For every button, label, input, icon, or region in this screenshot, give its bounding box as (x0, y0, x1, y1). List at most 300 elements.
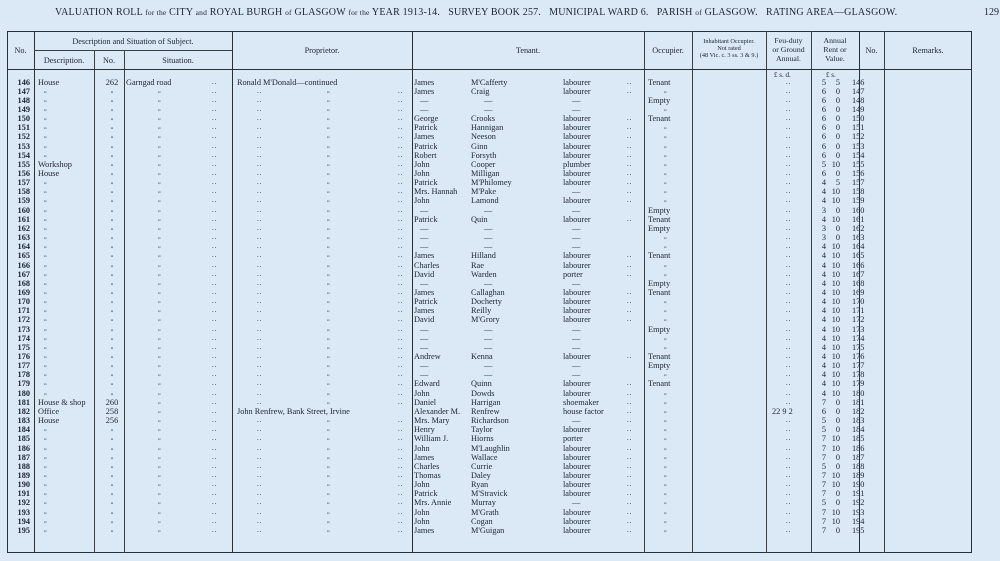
proprietor-leader-dots: .. (398, 361, 404, 370)
proprietor-leader-dots: .. (257, 434, 263, 443)
tenant-occupation: labourer (563, 214, 591, 224)
tenant-first-name: John (414, 196, 430, 206)
proprietor-leader-dots: .. (257, 416, 263, 425)
row-description: „ (44, 426, 47, 433)
situation-leader-dots: .. (212, 86, 218, 95)
tenant-first-name: — (420, 205, 429, 215)
feu-duty-value: .. (786, 287, 792, 296)
row-street-number: 258 (105, 406, 119, 416)
row-number: 188 (17, 461, 30, 471)
row-situation: „ (158, 179, 161, 186)
rent-pounds: 5 (821, 416, 826, 426)
table-row (0, 389, 1000, 398)
tenant-last-name: M'Grory (471, 315, 500, 325)
feu-duty-value: .. (786, 132, 792, 141)
tenant-last-name: Lamond (471, 196, 499, 206)
proprietor-leader-dots: .. (398, 470, 404, 479)
row-situation: „ (158, 197, 161, 204)
header-no: No. (14, 46, 27, 55)
tenant-leader-dots: .. (627, 150, 633, 159)
proprietor-leader-dots: .. (398, 434, 404, 443)
row-description: „ (44, 96, 47, 103)
row-number-right: 175 (852, 342, 865, 352)
proprietor-ditto: „ (327, 499, 330, 506)
rent-units: £ s. (826, 71, 836, 79)
tenant-first-name: — (420, 324, 429, 334)
situation-leader-dots: .. (212, 516, 218, 525)
header-line: Not rated (717, 45, 741, 52)
rent-shillings: 5 (835, 77, 840, 87)
title-part: RATING AREA—GLASGOW. (765, 7, 898, 18)
proprietor-leader-dots: .. (257, 287, 263, 296)
rent-pounds: 7 (821, 443, 826, 453)
row-description: „ (44, 279, 47, 286)
rent-shillings: 10 (831, 388, 840, 398)
row-situation: „ (158, 343, 161, 350)
header-line: Value. (825, 54, 845, 63)
row-situation: „ (158, 417, 161, 424)
proprietor-ditto: „ (327, 124, 330, 131)
situation-leader-dots: .. (212, 104, 218, 113)
rent-shillings: 10 (831, 507, 840, 517)
feu-duty-value: .. (786, 104, 792, 113)
tenant-first-name: Patrick (414, 489, 438, 499)
tenant-occupation: — (572, 223, 581, 233)
tenant-last-name: — (484, 342, 493, 352)
feu-duty-value: .. (786, 205, 792, 214)
proprietor-name: Ronald M'Donald—continued (237, 77, 338, 87)
rent-pounds: 4 (821, 242, 826, 252)
tenant-occupation: labourer (563, 178, 591, 188)
table-row (0, 160, 1000, 169)
rent-pounds: 6 (821, 132, 826, 142)
row-number-right: 182 (852, 406, 865, 416)
tenant-leader-dots: .. (627, 214, 633, 223)
row-number-right: 176 (852, 352, 865, 361)
rent-shillings: 10 (831, 306, 840, 316)
row-situation: „ (158, 151, 161, 158)
row-number-right: 147 (852, 86, 865, 96)
occupier-status: Tenant (648, 214, 671, 224)
row-description: „ (44, 197, 47, 204)
rent-pounds: 5 (821, 77, 826, 87)
proprietor-leader-dots: .. (398, 196, 404, 205)
row-number: 159 (17, 196, 30, 206)
row-description: Workshop (38, 159, 72, 169)
tenant-first-name: John (414, 516, 430, 526)
occupier-status: „ (664, 526, 667, 533)
tenant-first-name: Charles (414, 260, 440, 270)
rent-pounds: 5 (821, 159, 826, 169)
row-situation: „ (158, 508, 161, 515)
header-no-right: No. (865, 46, 878, 55)
header-feu-duty (766, 36, 811, 63)
situation-leader-dots: .. (212, 260, 218, 269)
rent-shillings: 10 (831, 315, 840, 325)
header-line: Annual (823, 36, 847, 45)
row-description: House (38, 169, 60, 178)
situation-leader-dots: .. (212, 352, 218, 360)
rent-shillings: 0 (835, 132, 840, 142)
row-number: 146 (17, 77, 30, 87)
situation-leader-dots: .. (212, 141, 218, 150)
row-number: 149 (17, 104, 30, 114)
tenant-occupation: — (572, 361, 581, 371)
rent-pounds: 4 (821, 324, 826, 334)
tenant-occupation: labourer (563, 452, 591, 462)
proprietor-leader-dots: .. (257, 196, 263, 205)
rent-pounds: 4 (821, 251, 826, 261)
title-part: GLASGOW (294, 7, 346, 18)
feu-duty-value: .. (786, 233, 792, 242)
rent-pounds: 7 (821, 489, 826, 499)
tenant-first-name: John (414, 507, 430, 517)
feu-duty-value: .. (786, 297, 792, 306)
situation-leader-dots: .. (212, 159, 218, 168)
feu-duty-value: .. (786, 114, 792, 123)
table-row (0, 297, 1000, 306)
proprietor-ditto: „ (327, 206, 330, 213)
row-street-number: „ (110, 526, 114, 533)
occupier-status: Empty (648, 95, 671, 105)
row-situation: „ (158, 353, 161, 359)
tenant-first-name: George (414, 114, 439, 124)
row-situation: „ (158, 462, 161, 469)
row-description: „ (44, 371, 47, 378)
situation-leader-dots: .. (212, 315, 218, 324)
row-situation: „ (158, 105, 161, 112)
tenant-leader-dots: .. (627, 169, 633, 177)
row-street-number: „ (110, 471, 114, 478)
rent-pounds: 4 (821, 361, 826, 371)
tenant-occupation: labourer (563, 306, 591, 316)
proprietor-leader-dots: .. (398, 169, 404, 177)
row-description: „ (44, 270, 47, 277)
tenant-first-name: James (414, 251, 435, 261)
feu-duty-value: .. (786, 425, 792, 434)
row-description: „ (44, 234, 47, 241)
tenant-first-name: — (420, 342, 429, 352)
tenant-last-name: — (484, 333, 493, 343)
row-street-number: 262 (105, 77, 119, 87)
row-street-number: „ (110, 298, 114, 305)
rent-shillings: 10 (831, 287, 840, 297)
row-situation: „ (158, 371, 161, 378)
row-number: 168 (17, 278, 30, 288)
feu-duty-value: .. (786, 525, 792, 534)
row-street-number: „ (110, 426, 114, 433)
tenant-leader-dots: .. (627, 269, 633, 278)
feu-duty-value: .. (786, 251, 792, 260)
row-description: „ (44, 453, 47, 460)
proprietor-leader-dots: .. (398, 260, 404, 269)
tenant-leader-dots: .. (627, 452, 633, 461)
occupier-status: „ (664, 517, 667, 524)
tenant-leader-dots: .. (627, 123, 633, 132)
row-situation: „ (158, 261, 161, 268)
row-number: 158 (17, 187, 30, 197)
tenant-leader-dots: .. (627, 114, 633, 123)
row-number: 161 (17, 214, 30, 224)
tenant-occupation: labourer (563, 480, 591, 490)
rent-pounds: 4 (821, 187, 826, 197)
table-row (0, 398, 1000, 407)
rent-shillings: 10 (831, 159, 840, 169)
row-situation: „ (158, 481, 161, 488)
feu-duty-value: .. (786, 278, 792, 287)
proprietor-leader-dots: .. (398, 141, 404, 150)
tenant-last-name: Currie (471, 461, 493, 471)
proprietor-leader-dots: .. (398, 287, 404, 296)
tenant-occupation: — (572, 104, 581, 114)
row-situation: „ (158, 298, 161, 305)
row-street-number: „ (110, 188, 114, 195)
header-rule (34, 50, 232, 51)
tenant-leader-dots: .. (627, 159, 633, 168)
row-street-number: „ (110, 124, 114, 131)
row-number: 166 (17, 260, 30, 270)
proprietor-leader-dots: .. (398, 178, 404, 187)
occupier-status: „ (664, 197, 667, 204)
feu-duty-value: .. (786, 379, 792, 388)
row-number: 185 (17, 434, 30, 444)
title-part: GLASGOW. (704, 7, 758, 18)
tenant-first-name: John (414, 159, 430, 169)
feu-duty-value: .. (786, 86, 792, 95)
proprietor-leader-dots: .. (257, 397, 263, 406)
row-situation: „ (158, 325, 161, 332)
row-street-number: „ (110, 353, 114, 359)
row-number: 169 (17, 287, 30, 297)
proprietor-leader-dots: .. (257, 269, 263, 278)
rent-shillings: 10 (831, 434, 840, 444)
row-number-right: 178 (852, 370, 865, 380)
tenant-occupation: labourer (563, 132, 591, 142)
tenant-leader-dots: .. (627, 132, 633, 141)
tenant-leader-dots: .. (627, 315, 633, 324)
feu-duty-value: .. (786, 169, 792, 177)
title-part: and (195, 8, 208, 17)
rent-pounds: 4 (821, 196, 826, 206)
proprietor-leader-dots: .. (398, 416, 404, 425)
header-description-group: Description and Situation of Subject. (72, 37, 194, 46)
table-row (0, 379, 1000, 388)
table-row (0, 453, 1000, 462)
header-rule (7, 69, 972, 70)
row-description: „ (44, 151, 47, 158)
rent-shillings: 0 (835, 233, 840, 243)
proprietor-leader-dots: .. (257, 278, 263, 287)
proprietor-ditto: „ (327, 526, 330, 533)
tenant-leader-dots: .. (627, 141, 633, 150)
feu-duty-value: .. (786, 196, 792, 205)
row-situation: „ (158, 270, 161, 277)
proprietor-leader-dots: .. (398, 324, 404, 333)
tenant-last-name: Daley (471, 470, 491, 480)
tenant-leader-dots: .. (627, 489, 633, 498)
tenant-occupation: labourer (563, 461, 591, 471)
feu-units: £ s. d. (774, 71, 791, 79)
proprietor-ditto: „ (327, 160, 330, 167)
row-situation: „ (158, 307, 161, 314)
rent-pounds: 5 (821, 425, 826, 435)
table-row (0, 114, 1000, 123)
occupier-status: „ (664, 444, 667, 451)
tenant-first-name: Robert (414, 150, 437, 160)
row-street-number: „ (110, 288, 114, 295)
row-description: „ (44, 343, 47, 350)
row-number: 180 (17, 388, 30, 398)
row-description: „ (44, 124, 47, 131)
rent-pounds: 7 (821, 452, 826, 462)
occupier-status: „ (664, 105, 667, 112)
proprietor-ditto: „ (327, 444, 330, 451)
header-number: No. (102, 56, 116, 65)
tenant-first-name: — (420, 95, 429, 105)
proprietor-leader-dots: .. (257, 352, 263, 360)
tenant-leader-dots: .. (627, 86, 633, 95)
situation-leader-dots: .. (212, 452, 218, 461)
occupier-status: Tenant (648, 251, 671, 261)
row-description: „ (44, 508, 47, 515)
tenant-first-name: James (414, 287, 435, 297)
row-number-right: 166 (852, 260, 865, 270)
tenant-last-name: M'Philomey (471, 178, 512, 188)
tenant-occupation: labourer (563, 150, 591, 160)
situation-leader-dots: .. (212, 269, 218, 278)
proprietor-leader-dots: .. (398, 223, 404, 232)
proprietor-leader-dots: .. (398, 187, 404, 196)
rent-shillings: 0 (835, 205, 840, 215)
proprietor-leader-dots: .. (257, 370, 263, 379)
proprietor-leader-dots: .. (398, 114, 404, 123)
proprietor-leader-dots: .. (257, 233, 263, 242)
situation-leader-dots: .. (212, 251, 218, 260)
proprietor-leader-dots: .. (257, 260, 263, 269)
situation-leader-dots: .. (212, 169, 218, 177)
tenant-last-name: Craig (471, 86, 490, 96)
proprietor-ditto: „ (327, 343, 330, 350)
occupier-status: „ (664, 261, 667, 268)
row-number-right: 148 (852, 95, 865, 105)
row-number-right: 189 (852, 470, 865, 480)
occupier-status: „ (664, 151, 667, 158)
proprietor-ditto: „ (327, 179, 330, 186)
rent-pounds: 4 (821, 379, 826, 389)
tenant-leader-dots: .. (627, 461, 633, 470)
rent-pounds: 5 (821, 461, 826, 471)
tenant-last-name: Richardson (471, 416, 509, 426)
proprietor-leader-dots: .. (398, 480, 404, 489)
feu-duty-value: .. (786, 480, 792, 489)
proprietor-ditto: „ (327, 96, 330, 103)
tenant-last-name: — (484, 278, 493, 288)
row-street-number: „ (110, 362, 114, 369)
proprietor-leader-dots: .. (257, 333, 263, 342)
rent-shillings: 0 (835, 114, 840, 124)
row-description: „ (44, 316, 47, 323)
situation-leader-dots: .. (212, 77, 218, 86)
tenant-first-name: Patrick (414, 141, 438, 151)
proprietor-ditto: „ (327, 380, 330, 387)
row-number: 175 (17, 342, 30, 352)
table-row (0, 206, 1000, 215)
rent-pounds: 4 (821, 297, 826, 307)
table-row (0, 196, 1000, 205)
proprietor-leader-dots: .. (398, 342, 404, 351)
row-street-number: „ (110, 170, 114, 176)
rent-shillings: 10 (831, 379, 840, 389)
row-situation: „ (158, 96, 161, 103)
table-row (0, 508, 1000, 517)
table-row (0, 334, 1000, 343)
table-row (0, 434, 1000, 443)
row-description: „ (44, 243, 47, 250)
rent-shillings: 10 (831, 361, 840, 371)
proprietor-leader-dots: .. (257, 141, 263, 150)
row-street-number: „ (110, 316, 114, 323)
row-street-number: „ (110, 508, 114, 515)
row-number-right: 154 (852, 150, 865, 160)
row-situation: „ (158, 115, 161, 122)
tenant-last-name: Hiorns (471, 434, 494, 444)
row-street-number: „ (110, 87, 114, 94)
row-number: 147 (17, 86, 30, 96)
row-number-right: 159 (852, 196, 865, 206)
rent-shillings: 0 (835, 498, 840, 508)
feu-duty-value: .. (786, 498, 792, 507)
row-situation: „ (158, 160, 161, 167)
rent-pounds: 7 (821, 525, 826, 535)
row-description: „ (44, 526, 47, 533)
table-row (0, 361, 1000, 370)
tenant-first-name: Mrs. Mary (414, 416, 450, 426)
header-line: Rent or (823, 45, 847, 54)
proprietor-leader-dots: .. (398, 379, 404, 388)
situation-leader-dots: .. (212, 480, 218, 489)
tenant-leader-dots: .. (627, 480, 633, 489)
rent-pounds: 7 (821, 480, 826, 490)
row-number-right: 157 (852, 178, 865, 188)
tenant-last-name: Warden (471, 269, 497, 279)
proprietor-ditto: „ (327, 133, 330, 140)
tenant-last-name: — (484, 95, 493, 105)
proprietor-leader-dots: .. (398, 333, 404, 342)
tenant-last-name: M'Guigan (471, 525, 505, 535)
row-street-number: „ (110, 380, 114, 387)
row-number-right: 152 (852, 132, 865, 142)
occupier-status: „ (664, 334, 667, 341)
row-number-right: 179 (852, 379, 865, 389)
rent-shillings: 10 (831, 370, 840, 380)
rent-pounds: 4 (821, 370, 826, 380)
proprietor-ditto: „ (327, 371, 330, 378)
proprietor-leader-dots: .. (398, 205, 404, 214)
rent-shillings: 0 (835, 95, 840, 105)
row-street-number: „ (110, 261, 114, 268)
rent-shillings: 0 (835, 123, 840, 133)
tenant-last-name: M'Laughlin (471, 443, 510, 453)
proprietor-leader-dots: .. (257, 242, 263, 251)
table-row (0, 123, 1000, 132)
feu-duty-value: .. (786, 141, 792, 150)
proprietor-ditto: „ (327, 417, 330, 424)
rent-shillings: 0 (835, 425, 840, 435)
table-row (0, 96, 1000, 105)
proprietor-leader-dots: .. (398, 269, 404, 278)
tenant-first-name: — (420, 278, 429, 288)
rent-pounds: 4 (821, 315, 826, 325)
